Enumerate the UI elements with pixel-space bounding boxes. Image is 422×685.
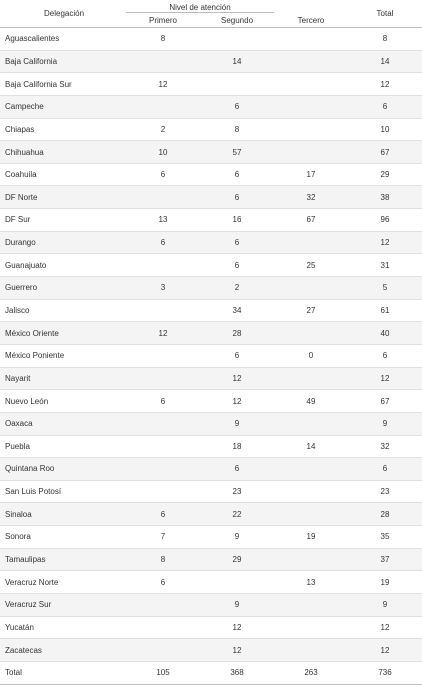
cell-tercero bbox=[274, 322, 348, 345]
table-row bbox=[0, 118, 422, 141]
cell-name: Baja California Sur bbox=[0, 73, 126, 96]
table-row bbox=[0, 594, 422, 617]
cell-tercero: 14 bbox=[274, 435, 348, 458]
header-total: Total bbox=[348, 0, 422, 28]
cell-primero bbox=[126, 435, 200, 458]
cell-tercero: 17 bbox=[274, 163, 348, 186]
table-row bbox=[0, 367, 422, 390]
table-row bbox=[0, 548, 422, 571]
table-row bbox=[0, 163, 422, 186]
cell-tercero bbox=[274, 367, 348, 390]
cell-primero: 3 bbox=[126, 277, 200, 300]
cell-tercero bbox=[274, 594, 348, 617]
cell-primero bbox=[126, 639, 200, 662]
cell-tercero bbox=[274, 118, 348, 141]
cell-primero bbox=[126, 95, 200, 118]
cell-name: DF Norte bbox=[0, 186, 126, 209]
cell-primero bbox=[126, 480, 200, 503]
cell-name: Puebla bbox=[0, 435, 126, 458]
cell-tercero: 263 bbox=[274, 661, 348, 684]
table-row bbox=[0, 277, 422, 300]
cell-segundo: 6 bbox=[200, 254, 274, 277]
cell-name: Nuevo León bbox=[0, 390, 126, 413]
cell-segundo: 12 bbox=[200, 390, 274, 413]
cell-segundo: 8 bbox=[200, 118, 274, 141]
cell-primero: 6 bbox=[126, 571, 200, 594]
cell-tercero bbox=[274, 480, 348, 503]
table-row bbox=[0, 95, 422, 118]
table-row bbox=[0, 503, 422, 526]
cell-total: 6 bbox=[348, 458, 422, 481]
cell-primero bbox=[126, 344, 200, 367]
cell-segundo: 6 bbox=[200, 231, 274, 254]
cell-tercero bbox=[274, 141, 348, 164]
cell-name: Coahuila bbox=[0, 163, 126, 186]
cell-tercero bbox=[274, 548, 348, 571]
cell-segundo: 14 bbox=[200, 50, 274, 73]
cell-segundo: 2 bbox=[200, 277, 274, 300]
cell-total: 9 bbox=[348, 594, 422, 617]
table-row bbox=[0, 616, 422, 639]
cell-tercero: 67 bbox=[274, 209, 348, 232]
cell-total: 9 bbox=[348, 412, 422, 435]
table-row bbox=[0, 50, 422, 73]
cell-total: 28 bbox=[348, 503, 422, 526]
cell-segundo: 6 bbox=[200, 163, 274, 186]
cell-primero: 12 bbox=[126, 322, 200, 345]
cell-primero: 8 bbox=[126, 548, 200, 571]
cell-total: 8 bbox=[348, 28, 422, 51]
table-row bbox=[0, 209, 422, 232]
cell-name: Zacatecas bbox=[0, 639, 126, 662]
header-primero: Primero bbox=[126, 14, 200, 28]
cell-name: Sinaloa bbox=[0, 503, 126, 526]
cell-total: 10 bbox=[348, 118, 422, 141]
cell-name: Campeche bbox=[0, 95, 126, 118]
cell-tercero: 19 bbox=[274, 526, 348, 549]
header-group-nivel bbox=[126, 0, 348, 14]
header-tercero: Tercero bbox=[274, 14, 348, 28]
cell-tercero: 13 bbox=[274, 571, 348, 594]
cell-segundo: 9 bbox=[200, 412, 274, 435]
cell-tercero: 49 bbox=[274, 390, 348, 413]
cell-name: México Poniente bbox=[0, 344, 126, 367]
cell-tercero bbox=[274, 28, 348, 51]
cell-name: DF Sur bbox=[0, 209, 126, 232]
cell-segundo: 28 bbox=[200, 322, 274, 345]
header-group-label: Nivel de atención bbox=[126, 3, 274, 13]
table-row bbox=[0, 344, 422, 367]
cell-segundo bbox=[200, 73, 274, 96]
cell-segundo: 6 bbox=[200, 458, 274, 481]
cell-primero: 2 bbox=[126, 118, 200, 141]
cell-tercero bbox=[274, 95, 348, 118]
cell-primero: 10 bbox=[126, 141, 200, 164]
cell-total: 67 bbox=[348, 390, 422, 413]
header-delegacion: Delegación bbox=[0, 0, 126, 28]
cell-name: Baja California bbox=[0, 50, 126, 73]
cell-name: Jalisco bbox=[0, 299, 126, 322]
table-row bbox=[0, 28, 422, 51]
cell-tercero: 25 bbox=[274, 254, 348, 277]
cell-primero bbox=[126, 367, 200, 390]
cell-total: 6 bbox=[348, 95, 422, 118]
cell-tercero bbox=[274, 503, 348, 526]
cell-primero bbox=[126, 594, 200, 617]
cell-tercero bbox=[274, 412, 348, 435]
cell-total: 6 bbox=[348, 344, 422, 367]
table-row bbox=[0, 526, 422, 549]
cell-primero: 6 bbox=[126, 390, 200, 413]
cell-segundo: 9 bbox=[200, 526, 274, 549]
cell-tercero: 0 bbox=[274, 344, 348, 367]
cell-total: 35 bbox=[348, 526, 422, 549]
cell-segundo: 368 bbox=[200, 661, 274, 684]
cell-total: 40 bbox=[348, 322, 422, 345]
cell-name: Guanajuato bbox=[0, 254, 126, 277]
table-row bbox=[0, 480, 422, 503]
cell-name: Chiapas bbox=[0, 118, 126, 141]
cell-total: 31 bbox=[348, 254, 422, 277]
cell-total: 736 bbox=[348, 661, 422, 684]
table-row bbox=[0, 571, 422, 594]
cell-segundo: 12 bbox=[200, 639, 274, 662]
cell-segundo: 12 bbox=[200, 616, 274, 639]
cell-total: 12 bbox=[348, 367, 422, 390]
cell-total: 29 bbox=[348, 163, 422, 186]
cell-segundo: 29 bbox=[200, 548, 274, 571]
table-row bbox=[0, 639, 422, 662]
cell-primero bbox=[126, 299, 200, 322]
cell-total: 12 bbox=[348, 231, 422, 254]
table-row bbox=[0, 412, 422, 435]
cell-name: Veracruz Norte bbox=[0, 571, 126, 594]
cell-primero: 105 bbox=[126, 661, 200, 684]
cell-name: Veracruz Sur bbox=[0, 594, 126, 617]
cell-tercero bbox=[274, 277, 348, 300]
cell-tercero bbox=[274, 458, 348, 481]
total-row bbox=[0, 661, 422, 684]
cell-segundo: 12 bbox=[200, 367, 274, 390]
table-row bbox=[0, 141, 422, 164]
cell-total: 32 bbox=[348, 435, 422, 458]
table-row bbox=[0, 231, 422, 254]
cell-primero bbox=[126, 616, 200, 639]
cell-segundo: 6 bbox=[200, 344, 274, 367]
cell-total: 38 bbox=[348, 186, 422, 209]
cell-segundo: 16 bbox=[200, 209, 274, 232]
cell-primero bbox=[126, 412, 200, 435]
cell-name: Oaxaca bbox=[0, 412, 126, 435]
cell-segundo: 18 bbox=[200, 435, 274, 458]
table-row bbox=[0, 390, 422, 413]
cell-name: Yucatán bbox=[0, 616, 126, 639]
cell-tercero bbox=[274, 231, 348, 254]
cell-total: 5 bbox=[348, 277, 422, 300]
cell-segundo: 6 bbox=[200, 95, 274, 118]
cell-name: Total bbox=[0, 661, 126, 684]
cell-segundo: 34 bbox=[200, 299, 274, 322]
cell-primero: 7 bbox=[126, 526, 200, 549]
cell-name: Chihuahua bbox=[0, 141, 126, 164]
cell-name: Tamaulipas bbox=[0, 548, 126, 571]
cell-primero: 6 bbox=[126, 503, 200, 526]
cell-segundo: 6 bbox=[200, 186, 274, 209]
cell-total: 23 bbox=[348, 480, 422, 503]
cell-total: 12 bbox=[348, 639, 422, 662]
cell-tercero bbox=[274, 616, 348, 639]
cell-name: Durango bbox=[0, 231, 126, 254]
cell-primero: 6 bbox=[126, 231, 200, 254]
cell-tercero bbox=[274, 73, 348, 96]
cell-total: 37 bbox=[348, 548, 422, 571]
cell-total: 14 bbox=[348, 50, 422, 73]
cell-primero bbox=[126, 254, 200, 277]
cell-total: 96 bbox=[348, 209, 422, 232]
cell-primero: 12 bbox=[126, 73, 200, 96]
cell-total: 19 bbox=[348, 571, 422, 594]
table-row bbox=[0, 186, 422, 209]
header-row-top bbox=[0, 0, 422, 14]
cell-tercero bbox=[274, 639, 348, 662]
cell-primero: 6 bbox=[126, 163, 200, 186]
cell-total: 67 bbox=[348, 141, 422, 164]
cell-name: México Oriente bbox=[0, 322, 126, 345]
cell-segundo bbox=[200, 571, 274, 594]
table-header bbox=[0, 0, 422, 28]
table-row bbox=[0, 458, 422, 481]
cell-primero: 8 bbox=[126, 28, 200, 51]
table-row bbox=[0, 73, 422, 96]
cell-total: 12 bbox=[348, 616, 422, 639]
cell-segundo bbox=[200, 28, 274, 51]
cell-tercero: 32 bbox=[274, 186, 348, 209]
cell-primero bbox=[126, 458, 200, 481]
table-body bbox=[0, 28, 422, 685]
table-row bbox=[0, 322, 422, 345]
table-row bbox=[0, 299, 422, 322]
cell-name: Sonora bbox=[0, 526, 126, 549]
table-row bbox=[0, 435, 422, 458]
cell-segundo: 23 bbox=[200, 480, 274, 503]
cell-name: Guerrero bbox=[0, 277, 126, 300]
cell-name: San Luis Potosí bbox=[0, 480, 126, 503]
cell-primero bbox=[126, 50, 200, 73]
cell-primero bbox=[126, 186, 200, 209]
cell-name: Quintana Roo bbox=[0, 458, 126, 481]
cell-total: 61 bbox=[348, 299, 422, 322]
cell-tercero bbox=[274, 50, 348, 73]
cell-segundo: 9 bbox=[200, 594, 274, 617]
cell-name: Aguascalientes bbox=[0, 28, 126, 51]
cell-segundo: 57 bbox=[200, 141, 274, 164]
table-row bbox=[0, 254, 422, 277]
cell-total: 12 bbox=[348, 73, 422, 96]
cell-primero: 13 bbox=[126, 209, 200, 232]
cell-name: Nayarit bbox=[0, 367, 126, 390]
cell-tercero: 27 bbox=[274, 299, 348, 322]
cell-segundo: 22 bbox=[200, 503, 274, 526]
header-segundo: Segundo bbox=[200, 14, 274, 28]
